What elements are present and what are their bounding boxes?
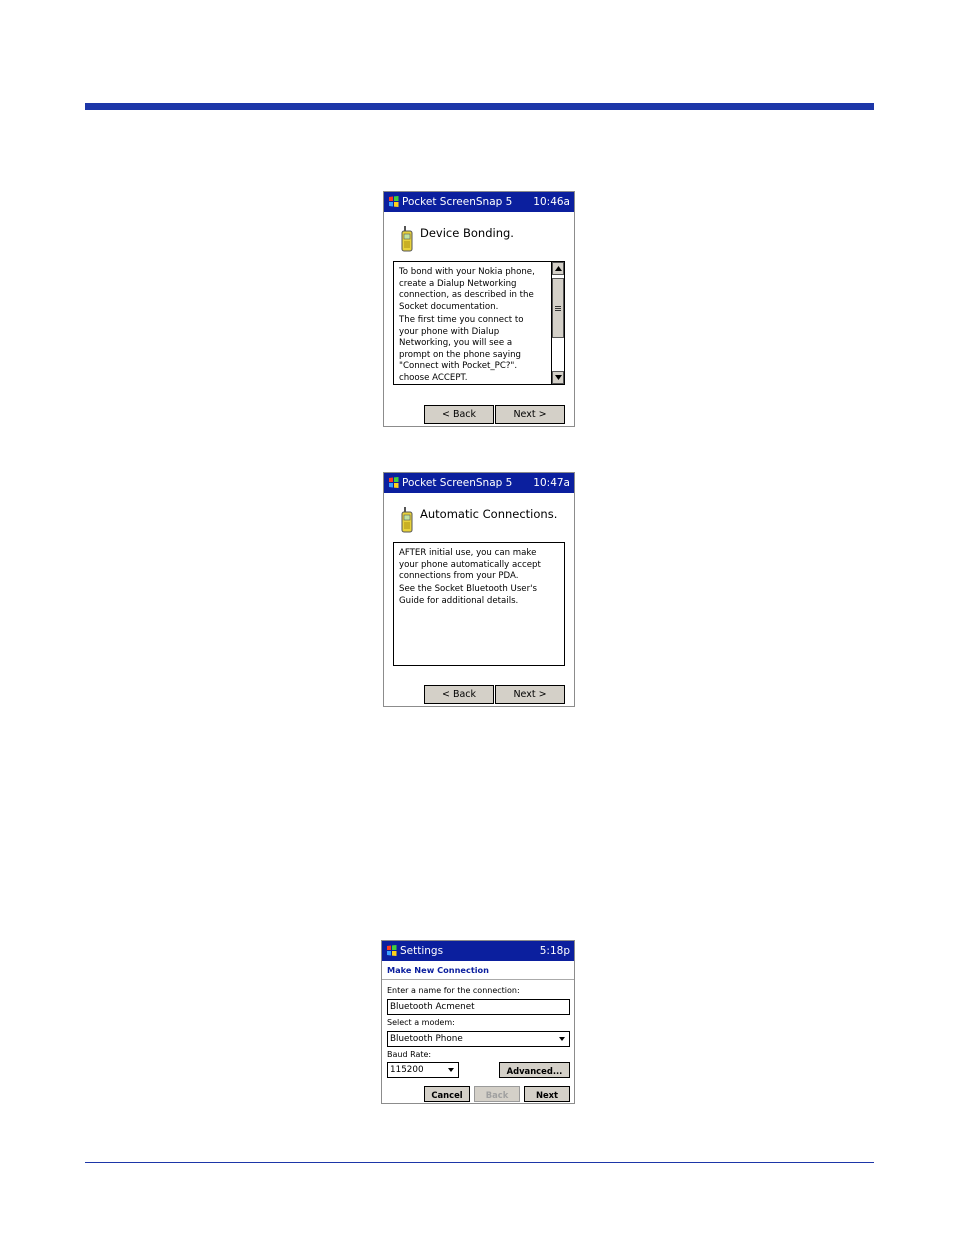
footer-rule xyxy=(85,1162,874,1163)
windows-flag-icon[interactable] xyxy=(385,944,398,957)
dropdown-arrow-icon xyxy=(448,1068,454,1072)
scroll-up-arrow-icon xyxy=(555,266,562,271)
info-textbox[interactable] xyxy=(393,261,565,385)
titlebar xyxy=(382,941,574,961)
scroll-thumb[interactable] xyxy=(552,278,564,338)
back-button[interactable]: < Back xyxy=(424,405,494,424)
modem-label: Select a modem: xyxy=(387,1018,455,1027)
app-title: Settings xyxy=(400,945,444,957)
cancel-button[interactable]: Cancel xyxy=(424,1086,470,1102)
scroll-down-button[interactable] xyxy=(552,371,564,384)
windows-flag-icon[interactable] xyxy=(387,195,400,208)
modem-select-value: Bluetooth Phone xyxy=(390,1034,463,1044)
app-title: Pocket ScreenSnap 5 xyxy=(402,196,513,208)
info-paragraph: See the Socket Bluetooth User's Guide for additional details. xyxy=(399,584,537,606)
windows-flag-icon[interactable] xyxy=(387,476,400,489)
clock-time[interactable]: 10:47a xyxy=(533,477,570,489)
info-paragraph: To bond with your Nokia phone, create a Dialup Networking connection, as described in the Socket documentation. xyxy=(399,267,535,312)
section-title: Make New Connection xyxy=(387,965,489,975)
modem-select[interactable] xyxy=(387,1031,570,1047)
wizard-heading: Device Bonding. xyxy=(420,226,514,240)
back-button[interactable]: Back xyxy=(474,1086,520,1102)
mobile-phone-icon xyxy=(401,507,413,533)
dropdown-arrow-icon xyxy=(559,1037,565,1041)
connection-name-label: Enter a name for the connection: xyxy=(387,986,520,995)
baud-rate-value: 115200 xyxy=(390,1065,424,1075)
automatic-connections-screen xyxy=(383,472,575,707)
titlebar xyxy=(384,192,574,212)
wizard-heading: Automatic Connections. xyxy=(420,507,558,521)
divider xyxy=(382,979,574,980)
clock-time[interactable]: 10:46a xyxy=(533,196,570,208)
next-button[interactable]: Next > xyxy=(495,685,565,704)
info-paragraph: The first time you connect to your phone with Dialup Networking, you will see a prompt on the phone saying "Connect with Pocket_PC?". choose ACCEPT. xyxy=(399,315,524,383)
titlebar xyxy=(384,473,574,493)
app-title: Pocket ScreenSnap 5 xyxy=(402,477,513,489)
vertical-scrollbar[interactable] xyxy=(551,262,564,384)
baud-rate-select[interactable] xyxy=(387,1062,459,1078)
make-new-connection-screen xyxy=(381,940,575,1104)
scroll-up-button[interactable] xyxy=(552,262,564,275)
mobile-phone-icon xyxy=(401,226,413,252)
next-button[interactable]: Next xyxy=(524,1086,570,1102)
advanced-button[interactable]: Advanced... xyxy=(499,1062,570,1078)
scroll-down-arrow-icon xyxy=(555,375,562,380)
info-textbox[interactable] xyxy=(393,542,565,666)
device-bonding-screen xyxy=(383,191,575,427)
info-paragraph: AFTER initial use, you can make your phone automatically accept connections from your PDA. xyxy=(399,548,541,581)
next-button[interactable]: Next > xyxy=(495,405,565,424)
connection-name-input[interactable]: Bluetooth Acmenet xyxy=(387,999,570,1015)
top-header-rule xyxy=(85,103,874,110)
clock-time[interactable]: 5:18p xyxy=(539,945,570,957)
baud-rate-label: Baud Rate: xyxy=(387,1050,432,1059)
back-button[interactable]: < Back xyxy=(424,685,494,704)
